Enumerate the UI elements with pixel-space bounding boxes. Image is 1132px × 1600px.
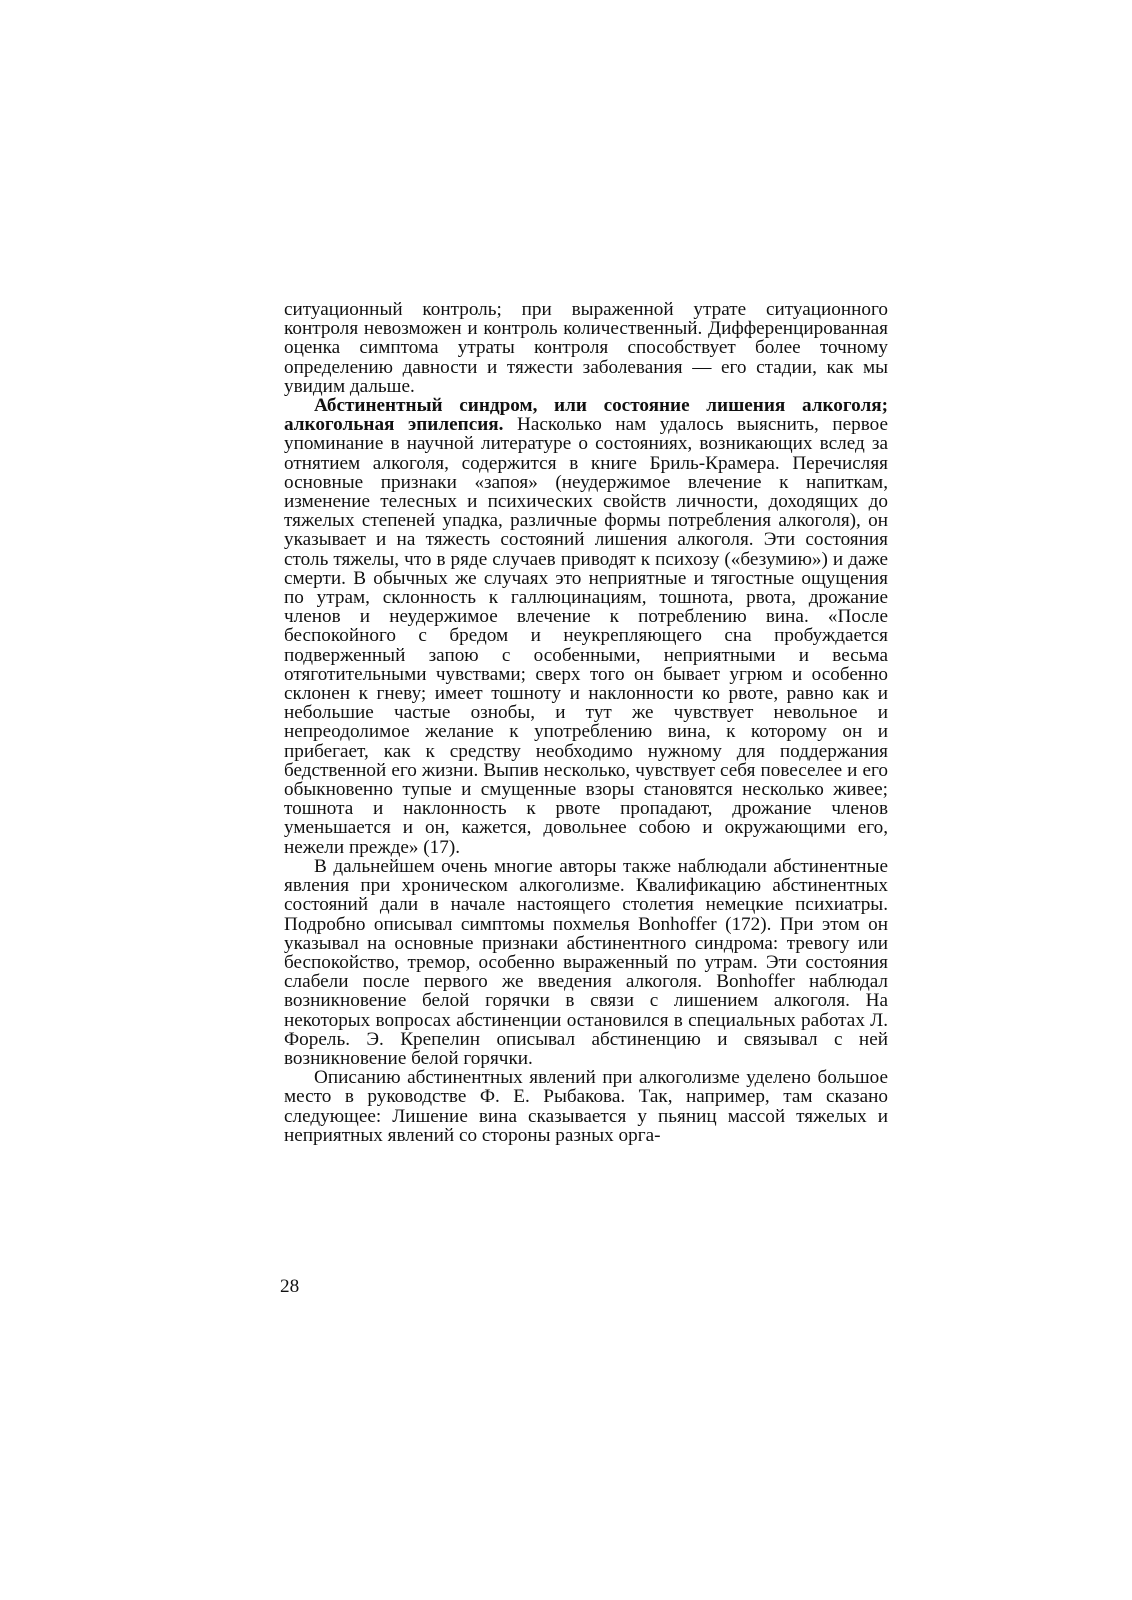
paragraph-1-text: ситуационный контроль; при выраженной утрате ситуационного контроля невозможен и контроль количественный. Дифференцированная оценка симптома утраты контроля способствует более точному определению давности и тяжести заболевания — его стадии, как мы увидим дальше. <box>284 299 888 397</box>
body-text <box>284 300 888 1145</box>
paragraph-4-text: Описанию абстинентных явлений при алкоголизме уделено большое место в руководстве Ф. Е. Рыбакова. Так, например, там сказано следующее: Лишение вина сказывается у пьяниц массой тяжелых и неприятных явлений со стороны разных орга- <box>284 1067 888 1146</box>
paragraph-1 <box>284 300 888 396</box>
paragraph-4 <box>284 1068 888 1145</box>
paragraph-3 <box>284 857 888 1068</box>
paragraph-2-text: Насколько нам удалось выяснить, первое упоминание в научной литературе о состояниях, возникающих вслед за отнятием алкоголя, содержится в книге Бриль-Крамера. Перечисляя основные признаки «запоя» (неудержимое влечение к напиткам, изменение телесных и психических свойств личности, доходящих до тяжелых степеней упадка, различные формы потребления алкоголя), он указывает и на тяжесть состояний лишения алкоголя. Эти состояния столь тяжелы, что в ряде случаев приводят к психозу («безумию») и даже смерти. В обычных же случаях это неприятные и тягостные ощущения по утрам, склонность к галлюцинациям, тошнота, рвота, дрожание членов и неудержимое влечение к потреблению вина. «После беспокойного с бредом и неукрепляющего сна пробуждается подверженный запою с особенными, неприятными и весьма отяготительными чувствами; сверх того он бывает угрюм и особенно склонен к гневу; имеет тошноту и наклонности ко рвоте, равно как и небольшие частые ознобы, и тут же чувствует невольное и непреодолимое желание к употреблению вина, к которому он и прибегает, как к средству необходимо нужному для поддержания бедственной его жизни. Выпив несколько, чувствует себя повеселее и его обыкновенно тупые и смущенные взоры становятся несколько живее; тошнота и наклонность к рвоте пропадают, дрожание членов уменьшается и он, кажется, довольнее собою и окружающими его, нежели прежде» (17). <box>284 414 888 858</box>
paragraph-2 <box>284 396 888 857</box>
page-number: 28 <box>280 1276 300 1297</box>
paragraph-2-heading: Абстинентный синдром, или состояние лишения алкоголя; алкогольная эпилепсия. <box>284 395 888 436</box>
paragraph-3-text: В дальнейшем очень многие авторы также наблюдали абстинентные явления при хроническом алкоголизме. Квалификацию абстинентных состояний дали в начале настоящего столетия немецкие психиатры. Подробно описывал симптомы похмелья Bonhoffer (172). При этом он указывал на основные признаки абстинентного синдрома: тревогу или беспокойство, тремор, особенно выраженный по утрам. Эти состояния слабели после первого же введения алкоголя. Bonhoffer наблюдал возникновение белой горячки в связи с лишением алкоголя. На некоторых вопросах абстиненции остановился в специальных работах Л. Форель. Э. Крепелин описывал абстиненцию и связывал с ней возникновение белой горячки. <box>284 855 888 1069</box>
